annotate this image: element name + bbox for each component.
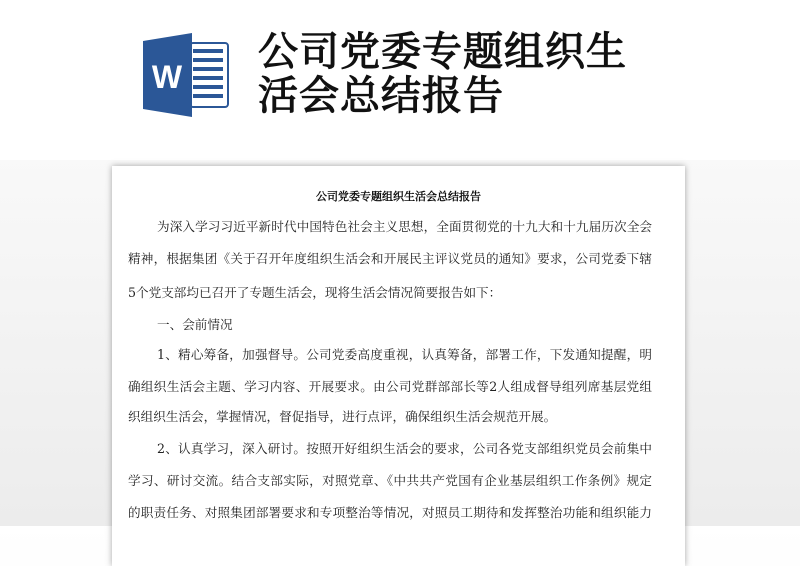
banner	[0, 0, 800, 160]
paragraph-line: 织组织生活会，掌握情况，督促指导，进行点评，确保组织生活会规范开展。	[128, 409, 557, 424]
paragraph-line: 5个党支部均已召开了专题生活会，现将生活会情况简要报告如下：	[128, 285, 502, 300]
word-icon	[143, 33, 229, 117]
document-title: 公司党委专题组织生活会总结报告	[316, 190, 481, 203]
paragraph-line: 的职责任务、对照集团部署要求和专项整治等情况，对照员工期待和发挥整治功能和组织能力	[128, 505, 652, 520]
paragraph-line: 确组织生活会主题、学习内容、开展要求。由公司党群部部长等2人组成督导组列席基层党组	[128, 379, 652, 394]
paragraph-line: 学习、研讨交流。结合支部实际，对照党章、《中共共产党国有企业基层组织工作条例》规定	[128, 473, 652, 488]
banner-title-line: 活会总结报告	[258, 73, 504, 119]
paragraph-line: 精神，根据集团《关于召开年度组织生活会和开展民主评议党员的通知》要求，公司党委下辖	[128, 251, 652, 266]
banner-title-line: 公司党委专题组织生	[258, 29, 627, 75]
section-heading: 一、会前情况	[157, 317, 233, 332]
paragraph-line: 2、认真学习，深入研讨。按照开好组织生活会的要求，公司各党支部组织党员会前集中	[157, 441, 652, 456]
document-page	[112, 166, 685, 566]
banner-title	[258, 30, 698, 118]
paragraph-line: 为深入学习习近平新时代中国特色社会主义思想，全面贯彻党的十九大和十九届历次全会	[157, 219, 652, 234]
svg-text:W: W	[151, 59, 183, 95]
paragraph-line: 1、精心筹备，加强督导。公司党委高度重视，认真筹备，部署工作，下发通知提醒，明	[157, 347, 652, 362]
